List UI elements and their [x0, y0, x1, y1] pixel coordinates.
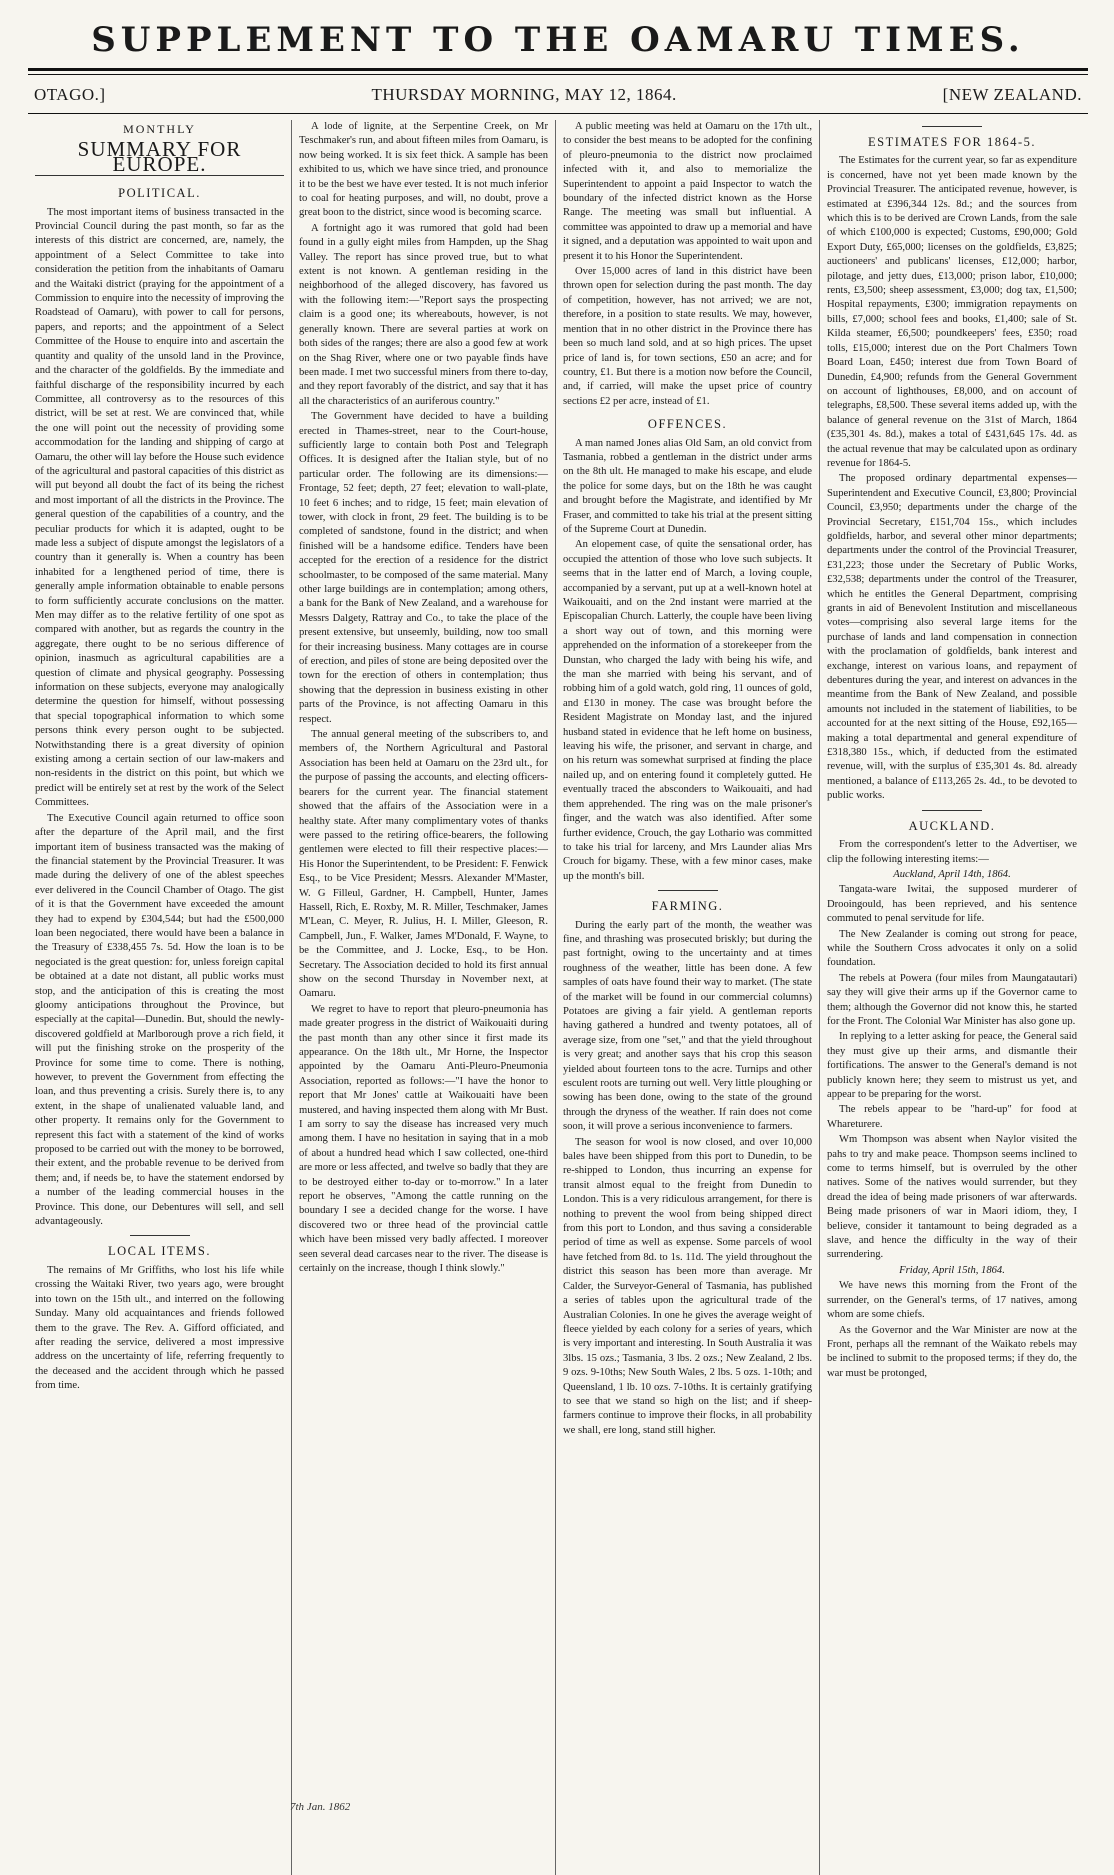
column-2	[292, 120, 556, 1875]
local-items-heading: LOCAL ITEMS.	[108, 1244, 211, 1259]
auckland-heading: AUCKLAND.	[908, 818, 996, 833]
columns	[28, 120, 1088, 1875]
local-item-paragraph: The Government have decided to have a building erected in Thames-street, near to the Court-house, sufficiently large to contain both Post and Telegraph Offices. It is designed after the Italian style, but of no particular order. The following are its dimensions:—Frontage, 52 feet; depth, 27 feet; elevation to wall-plate, 10 feet 6 inches; and to ridge, 15 feet; main elevation of tower, with clock in front, 29 feet. The building is to be completed of sandstone, found in the district; and when finished will be a handsome edifice. Tenders have been accepted for the erection of a residence for the district schoolmaster, to be composed of the same material. Many other large buildings are in contemplation; among others, a bank for the Bank of New Zealand, and a warehouse for Messrs Dalgety, Rattray and Co., to take the place of the present extensive, but unseemly, building, now too small for their increasing business. Many cottages are in course of erection, and piles of stone are being deposited over the town for the erection of others in contemplation; thus showing that the depression in business existing in other parts of the Province, is not affecting Oamaru in this respect.	[299, 411, 548, 725]
local-item-paragraph: The annual general meeting of the subscribers to, and members of, the Northern Agricultural and Pastoral Association has been held at Oamaru on the 23rd ult., for the purpose of passing the accounts, and electing officers-bearers for the current year. The financial statement showed that the affairs of the Association were in a healthy state. After many complimentary votes of thanks were passed to the retiring office-bearers, the following gentlemen were elected to fill their respective places:—His Honor the Superintendent, to be President: F. Fenwick Esq., to be Vice President; Messrs. Alexander M'Master, W. G Filleul, Gardner, H. Campbell, Hunter, James Hassell, Rich, E. Roxby, M. R. Miller, Teschmaker, James M'Lean, C. Meyer, R. Julius, H. I. Miller, Gleeson, R. Campbell, Jun., F. Walker, James M'Donald, F. Wayne, to be the Committee, and J. Locke, Esq., to be Hon. Secretary. The Association decided to hold its first annual show on the second Thursday in November next, at Oamaru.	[299, 729, 548, 1000]
offences-paragraph: An elopement case, of quite the sensational order, has occupied the attention of those who love such subjects. It seems that in the latter end of March, a loving couple, accompanied by a servant, put up at a well-known hotel at Waikouaiti, and on the 2nd instant were married at the Episcopalian Church. Latterly, the couple have been living a short way out of town, and this morning were apprehended on the information of a storekeeper from the Dunstan, who charged the lady with being his wife, and the man she married with being his servant, and of robbing him of a gold watch, gold ring, 11 ounces of gold, and £130 in money. The case was brought before the Resident Magistrate on Monday last, and the injured husband stated in evidence that he left home on business, leaving his wife, the prisoner, and servant in charge, and on his return was somewhat surprised at finding the place nailed up, and on entering found it completely gutted. He eventually traced the absconders to Waikouaiti, and had them apprehended. The ring was on the male prisoner's finger, and the watch was also identified. After some further evidence, Crouch, the gay Lothario was committed to take his trial for larceny, and Mrs Launder alias Mrs Crouch for bigamy. These, with a few minor cases, make up the month's bill.	[563, 539, 812, 882]
dateline-center: THURSDAY MORNING, MAY 12, 1864.	[371, 85, 677, 104]
divider	[922, 810, 982, 811]
auckland-paragraph: We have news this morning from the Front of the surrender, on the General's terms, of 17 natives, among whom are some chiefs.	[827, 1280, 1077, 1321]
dateline-left: OTAGO.]	[34, 85, 106, 104]
estimates-paragraph: The proposed ordinary departmental expenses—Superintendent and Executive Council, £3,800; Provincial Council, £3,950; departments under the charge of the Provincial Secretary, £151,704 15s., which includes goldfields, harbor, and several other minor departments; departments under the control of the Provincial Treasurer, £31,223; those under the Secretary of Public Works, £32,538; departments under the control of the Treasurer, which he entitles the General Department, comprising grants in aid of Benevolent Institution and miscellaneous votes—comprising also several large items for the purchase of lands and land compensation in connection with the proclamation of goldfields, bank interest and exchange, interest on various loans, and repayment of debentures during the year, and interest on advances in the meantime from the Bank of New Zealand, and possible amounts not included in the statement of liabilities, to be accounted for at the next sitting of the House, £92,165—making a total departmental and general expenditure of £318,380 15s., which, if deducted from the estimated revenue, will, with the surplus of £35,301 4s. 8d. already mentioned, a balance of £113,265 2s. 4d., to be devoted to public works.	[827, 473, 1077, 802]
political-paragraph: The Executive Council again returned to office soon after the departure of the April mail, and the first important item of business transacted was the making of the financial statement by the Provincial Treasurer. It was made during the delivery of one of the ablest speeches ever delivered in the Council Chamber of Otago. The gist of it is that the Government have exceeded the amount they had to expend by £304,544; but had the £500,000 loan been negociated, there would have been a balance in the Treasury of £338,455 7s. 5d. How the loan is to be negociated is the great question: for, unless foreign capital be obtained at a date not distant, all public works must stop, and the anticipation of this is creating the most gloomy anticipations throughout the Province, but especially at the capital—Dunedin. But, should the newly-discovered goldfield at Marlborough prove a rich field, it will put the finishing stroke on the prosperity of the Province for some time to come. There is nothing, however, to prevent the Government from effecting the loan, and thus preventing a crisis. Surely there is, to any extent, in the shape of unalienated valuable land, and other property. It remains only for the Government to represent this fact with a statement of the kind of works proposed to be carried out with the money to be borrowed, their extent, and the probable revenue to be derived from them; and, if needs be, to have the statement endorsed by a number of the leading commercial houses in the Province. This done, our Debentures will sell, and sell advantageously.	[35, 812, 284, 1228]
local-item-paragraph: Over 15,000 acres of land in this district have been thrown open for selection during the past month. The day of competition, however, has not arrived; we are not, therefore, in a position to state results. We may, however, mention that in no other district in the Province there has been so much land sold, and at so high prices. The upset price of land is, for town sections, £50 an acre; and for country, £1. But there is a motion now before the Council, and, if carried, will make the upset price of country sections £2 per acre, instead of £1.	[563, 266, 812, 407]
political-paragraph: The most important items of business transacted in the Provincial Council during the past month, so far as the interests of this district are concerned, are, namely, the appointment of a Select Committee to take into consideration the petition from the inhabitants of Oamaru and the Waitaki district (praying for the appointment of a Commission to enquire into the necessity of improving the Roadstead of Oamaru), with power to call for persons, papers, and reports; and the appointment of a Select Committee of the House to enquire into and ascertain the quantity and quality of the unsold land in the Province, and the character of the goldfields. By the immediate and faithful discharge of the responsibility incurred by each Committee, all controversy as to the resources of this district, will be set at rest. We are convinced that, while the one will point out the necessity of providing some accommodation for the landing and shipping of cargo at Oamaru, the other will lay before the House such evidence of the agricultural and pastoral capacities of this district as will put beyond all doubt the fact of its being the richest and most important of all the districts in the Province. The general question of the capabilities of a country, and the peculiar products for which it is adapted, ought to be made less a subject of dispute amongst the legislators of a country than it generally is. When a country has been inhabited for a lengthened period of time, there is generally ample information obtainable to enable persons to form sufficiently accurate conclusions on the matter. Men may differ as to the relative fertility of one spot as compared with another, but as regards the country in the aggregate, there ought to be no serious difference of opinion, inasmuch as agricultural capabilities are a question of climate and physical geography. Possessing information on these subjects, everyone may analogically determine the question for himself, without possessing that special topographical information to which some persons think every person ought to be subjected. Notwithstanding there is a great diversity of opinion existing among a certain section of our law-makers and non-residents in the district on this point, but which we predict will be entirely set at rest by the work of the Select Committees.	[35, 206, 284, 809]
farming-heading: FARMING.	[651, 899, 724, 914]
section-title: SUMMARY FOR EUROPE.	[35, 142, 284, 176]
estimates-paragraph: The Estimates for the current year, so far as expenditure is concerned, have not yet been made known by the Provincial Treasurer. The anticipated revenue, however, is estimated at £396,344 12s. 8d.; and the sources from which this is to be derived are Crown Lands, from the sale of which £100,000 is expected; Customs, £90,000; Gold Export Duty, £65,000; licenses on the goldfields, £3,825; auctioneers' and publicans' licenses, £12,000; harbor, pilotage, and jetty dues, £13,000; prison labor, £10,000; rents, £3,500; sheep assessment, £3,000; dog tax, £1,500; Hospital repayments, £300; immigration repayments on bills, £7,000; school fees and books, £1,400; sale of St. Kilda steamer, £6,500; poundkeepers' fees, £350; road tolls, £15,000; interest due on the Port Chalmers Town Board Loan, £450; interest due from Town Board of Dunedin, £4,900; refunds from the General Government on account of lighthouses, £8,000, and on account of telegraphs, £8,500. These several items added up, with the balance of general revenue on the 31st of March, 1864 (£35,301 4s. 8d.), makes a total of £431,645 17s. 4d. as the actual revenue that may be calculated upon as ordinary revenue for 1864-5.	[827, 155, 1077, 469]
column-1	[28, 120, 292, 1875]
auckland-paragraph: The New Zealander is coming out strong for peace, while the Southern Cross advocates it only on a solid foundation.	[827, 928, 1077, 969]
masthead: SUPPLEMENT TO THE OAMARU TIMES.	[91, 20, 1025, 60]
divider	[130, 1235, 190, 1236]
auckland-paragraph: In replying to a letter asking for peace, the General said they must give up their arms, and dismantle their fortifications. The answer to the General's demand is not publicly known here; they seem to mistrust us yet, and appear to be preparing for the worst.	[827, 1031, 1077, 1100]
estimates-heading: ESTIMATES FOR 1864-5.	[868, 135, 1036, 149]
farming-paragraph: During the early part of the month, the weather was fine, and thrashing was prosecuted briskly; but during the past fortnight, owing to the uncertainty and at times roughness of the weather, little has been done. A few samples of oats have found their way to market. (The state of the market will be found in our commercial columns) Potatoes are giving a fair yield. A gentleman reports having gathered a hundred and twenty potatoes, all of average size, from one "set," and that the yield throughout is very great; and another says that his crop this season yielded about fourteen tons to the acre. Turnips and other esculent roots are turning out well. Very little ploughing or sowing has been done, owing to the state of the ground through the dryness of the weather. If rain does not come soon, it will prove a serious inconvenience to farmers.	[563, 919, 812, 1133]
local-item-paragraph: The remains of Mr Griffiths, who lost his life while crossing the Waitaki River, two years ago, were brought into town on the 15th ult., and interred on the following Sunday. Many old acquaintances and friends followed them to the grave. The Rev. A. Gifford officiated, and after reading the service, delivered a most impressive address on the uncertainty of life, referring frequently to the deceased and the accident through which he passed from time.	[35, 1264, 284, 1392]
divider	[922, 126, 982, 127]
local-item-paragraph: A fortnight ago it was rumored that gold had been found in a gully eight miles from Hampden, up the Shag Valley. The report has since proved true, but to what extent is not known. A gentleman residing in the neighborhood of the alleged discovery, has favored us with the following item:—"Report says the prospecting claim is a good one; its whereabouts, however, is not generally known. There are several parties at work on both sides of the ranges; there are also a good few at work on the Shag River, where one or two payable finds have been made. I met two successful miners from there to-day, and they report favorably of the district, and say that it has all the characteristics of an auriferous country."	[299, 222, 548, 407]
column-3	[556, 120, 820, 1875]
auckland-paragraph: Wm Thompson was absent when Naylor visited the pahs to try and make peace. Thompson seems inclined to come to terms himself, but is overruled by the other natives. Some of the natives would surrender, but they dread the idea of being made prisoners of war afterwards. Being made prisoners of war in Maori idiom, they, I believe, consider it tantamount to being degraded as a slave, and hence the difficulty in the way of their surrendering.	[827, 1134, 1077, 1261]
local-item-paragraph: We regret to have to report that pleuro-pneumonia has made greater progress in the district of Waikouaiti during the past month than any other since it first made its appearance. On the 18th ult., Mr Horne, the Inspector appointed by the Oamaru Anti-Pleuro-Pneumonia Association, reported as follows:—"I have the honor to report that Mr Jones' cattle at Waikouaiti have been mustered, and having inspected them along with Mr Bust. I am sorry to say the disease has increased very much among them. I have no hesitation in saying that in a mob of about a hundred head which I saw collected, one-third are more or less affected, and twelve so badly that they are to be destroyed either to-day or to-morrow." In a later report he observes, "Among the cattle running on the boundary I see a decided change for the worse. I have discovered two or three head of the provincial cattle which have been missed very badly affected. I moreover seen several dead carcases near to the river. The disease is certainly on the increase, though I think slowly."	[299, 1003, 548, 1275]
dateline-rule	[28, 113, 1088, 114]
offences-heading: OFFENCES.	[647, 417, 728, 432]
auckland-date: Auckland, April 14th, 1864.	[893, 868, 1011, 880]
column-4	[820, 120, 1084, 1875]
auckland-paragraph: Tangata-ware Iwitai, the supposed murderer of Drooingould, has been reprieved, and his sentence commuted to penal servitude for life.	[827, 884, 1077, 925]
divider	[658, 890, 718, 891]
auckland-paragraph: As the Governor and the War Minister are now at the Front, perhaps all the remnant of the Waikato rebels may be inclined to submit to the proposed terms; if they do, the war must be protonged,	[827, 1324, 1077, 1379]
local-item-paragraph: A lode of lignite, at the Serpentine Creek, on Mr Teschmaker's run, and about fifteen miles from Oamaru, is now being worked. It is six feet thick. A sample has been exhibited to us, which we have since tried, and pronounce it to be the best we have ever tested. It is not much inferior to coal for heating purposes, and will, no doubt, prove a great boon to the district, since wood is becoming scarce.	[299, 121, 548, 219]
dateline	[28, 75, 1088, 113]
auckland-paragraph: The rebels at Powera (four miles from Maungatautari) say they will give their arms up if the Governor came to them; although the Governor did not know this, he started for the Front. The Colonial War Minister has also gone up.	[827, 972, 1077, 1027]
section-kicker: MONTHLY	[123, 122, 196, 136]
political-heading: POLITICAL.	[118, 186, 201, 201]
auckland-intro: From the correspondent's letter to the Advertiser, we clip the following interesting items:—	[827, 839, 1077, 865]
farming-paragraph: The season for wool is now closed, and over 10,000 bales have been shipped from this port to Dunedin, to be re-shipped to London, thus incurring an expense for transit almost equal to the freight from Dunedin to London. This is a very ridiculous arrangement, for there is nothing to prevent the wool from being shipped direct from this port to London, and thus saving a considerable period of time as well as expense. Some parcels of wool have fetched from 8d. to 1s. 11d. The yield throughout the district this season has been more than average. Mr Calder, the Surveyor-General of Tasmania, has published a series of tables upon the agricultural trade of the Australian Colonies. In one he gives the average weight of fleece yielded by each colony for a series of years, which is very important and interesting. In South Australia it was 3lbs. 15 ozs.; Tasmania, 3 lbs. 2 ozs.; New Zealand, 2 lbs. 9 ozs. 9-10ths; New South Wales, 2 lbs. 5 ozs. 1-10th; and Queensland, 1 lb. 10 ozs. 7-10ths. It is certainly gratifying to see that we stand so high on the list; and if sheep-farmers continue to improve their flocks, in all probability we shall, ere long, stand still higher.	[563, 1136, 812, 1436]
local-item-paragraph: A public meeting was held at Oamaru on the 17th ult., to consider the best means to be adopted for the confining of pleuro-pneumonia to the district now proclaimed infected with it, and also to memorialize the Superintendent to appoint a paid Inspector to watch the boundary of the infected district known as the Horse Range. The meeting was small but influential. A committee was appointed to draw up a memorial and have it signed, and a deputation was appointed to wait upon and present it to his Honor the Superintendent.	[563, 121, 812, 262]
auckland-paragraph: The rebels appear to be "hard-up" for food at Whareturere.	[827, 1104, 1077, 1130]
handwritten-note: 7th Jan. 1862	[290, 1801, 351, 1813]
masthead-rule	[28, 68, 1088, 75]
dateline-right: [NEW ZEALAND.	[942, 85, 1082, 104]
auckland-date: Friday, April 15th, 1864.	[899, 1264, 1005, 1276]
offences-paragraph: A man named Jones alias Old Sam, an old convict from Tasmania, robbed a gentleman in the district under arms on the 8th ult. He managed to make his escape, and elude the police for some days, but on the 18th he was caught and brought before the Magistrate, and identified by Mr Fraser, and committed to take his trial at the present sitting of the Supreme Court at Dunedin.	[563, 437, 812, 535]
